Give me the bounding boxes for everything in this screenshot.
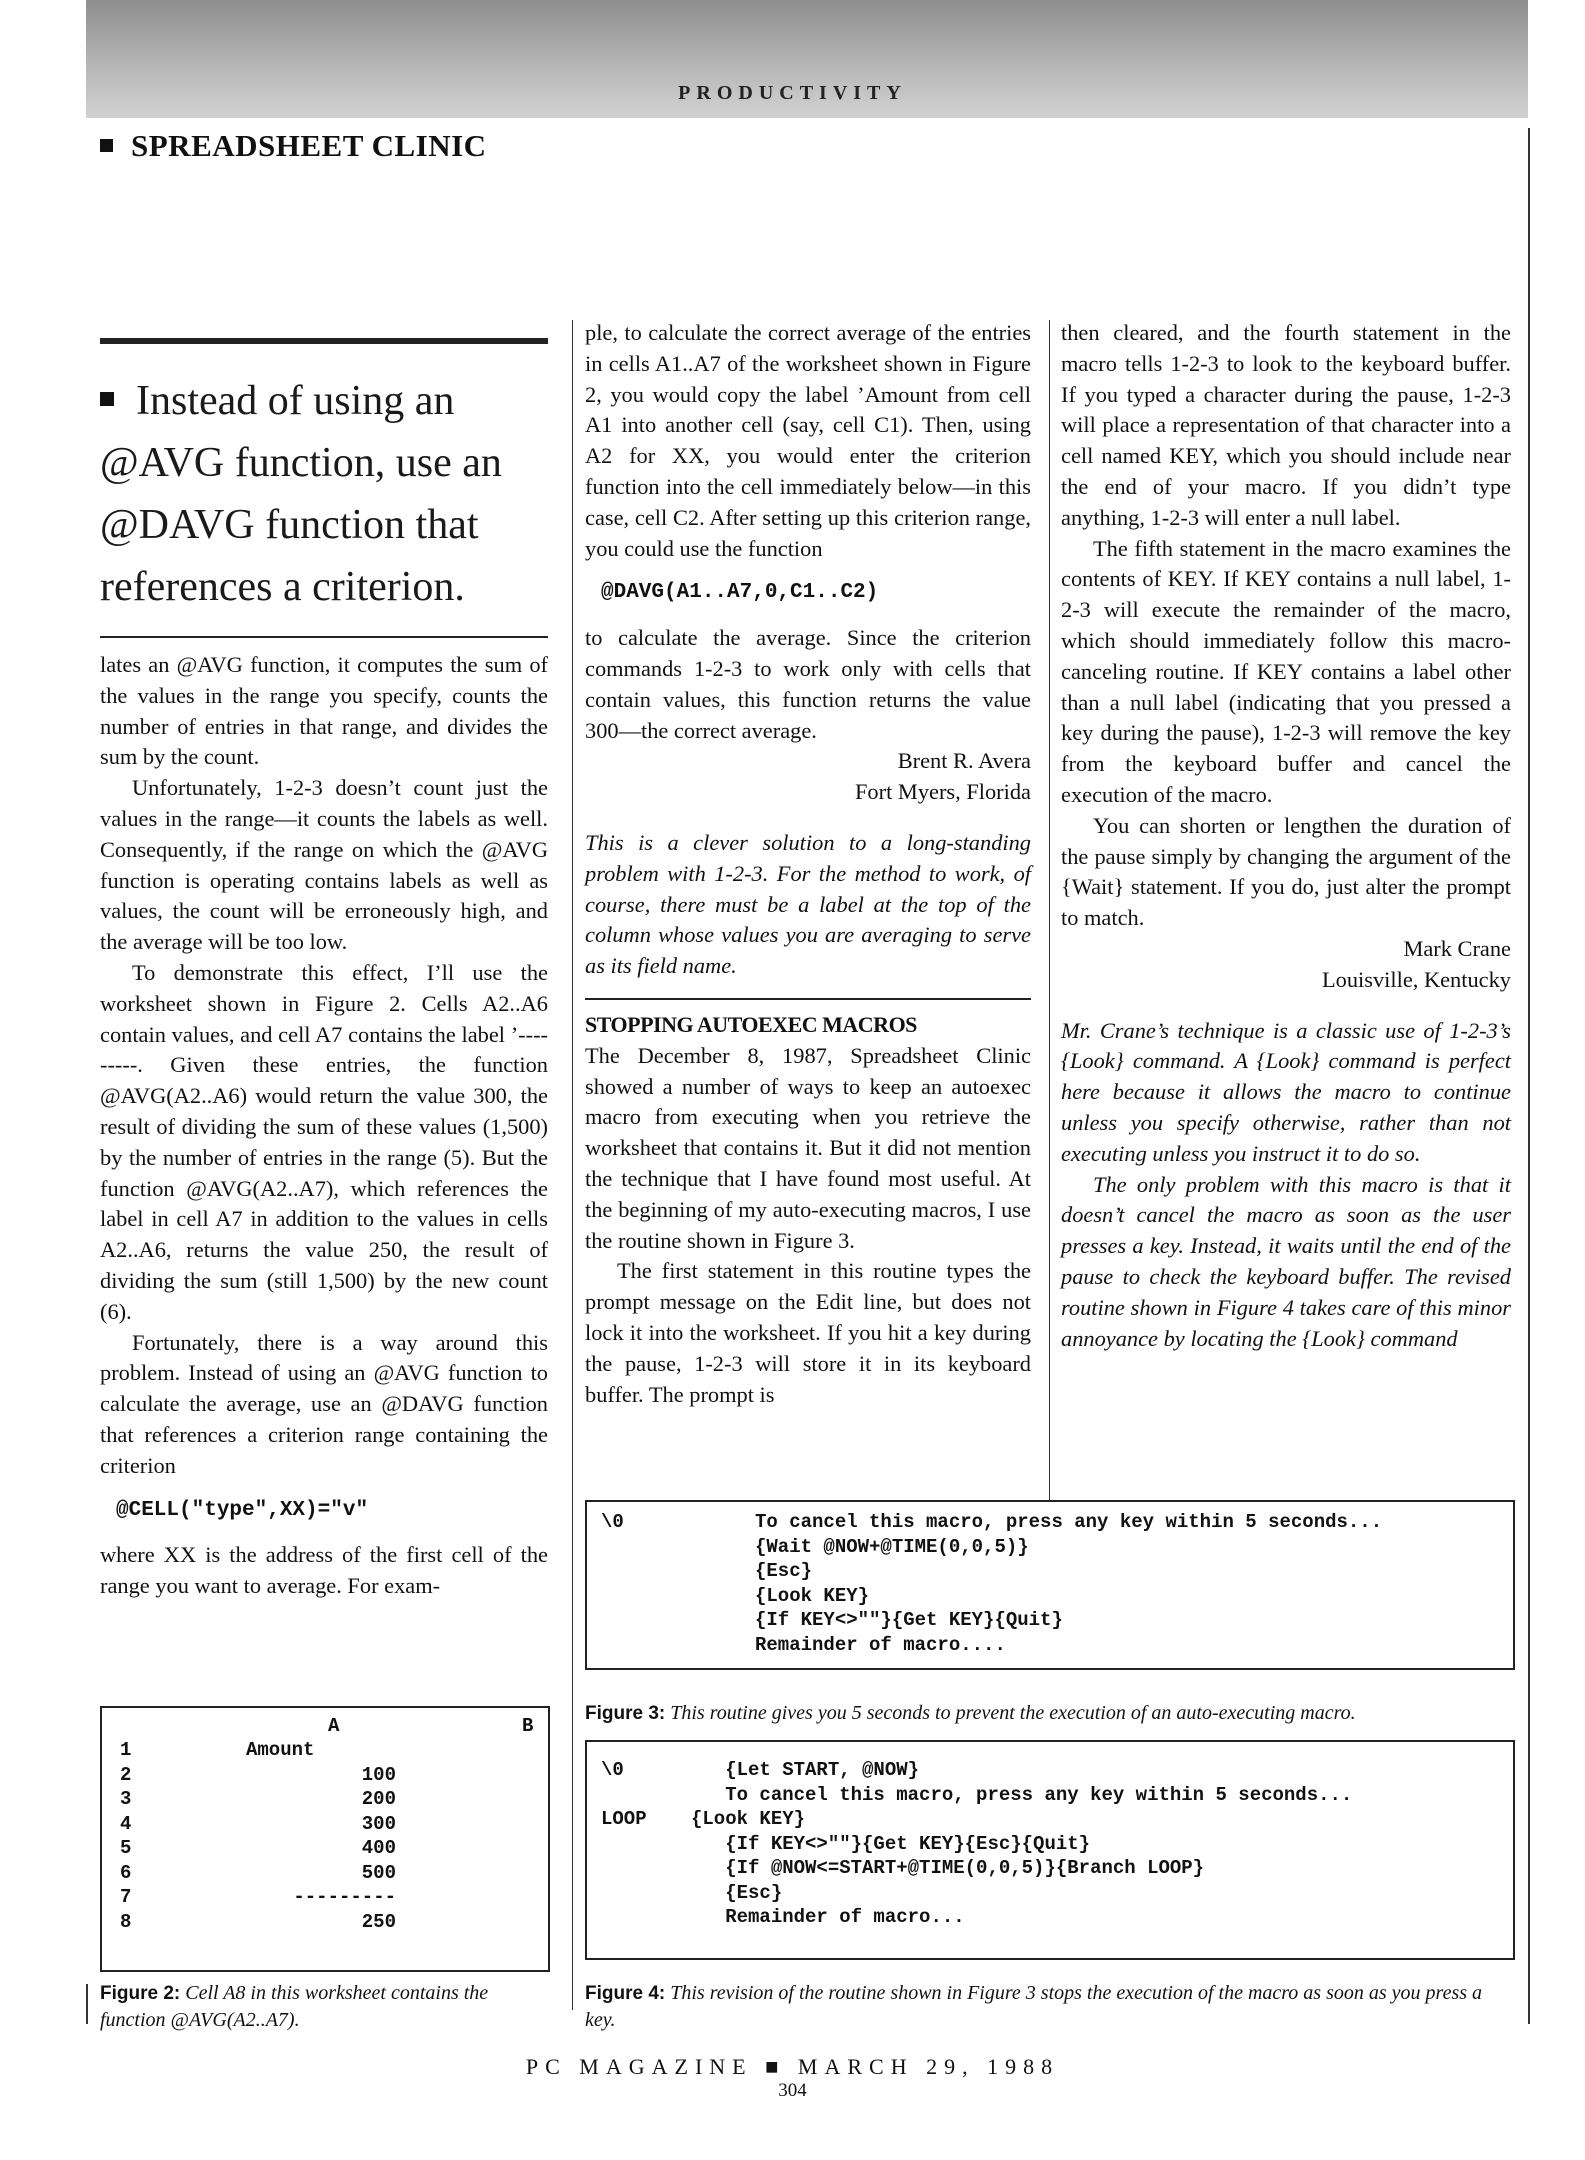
macro-line xyxy=(601,1832,1352,1857)
row-number: 1 xyxy=(120,1739,132,1761)
code-formula: @DAVG(A1..A7,0,C1..C2) xyxy=(601,581,879,605)
cell-value: 400 xyxy=(361,1837,396,1859)
row-number: 8 xyxy=(120,1910,132,1933)
column-header-a: A xyxy=(328,1715,340,1737)
pull-quote-bottom-rule xyxy=(100,636,548,638)
macro-code: {Look KEY} xyxy=(691,1808,806,1830)
figure-4-caption: Figure 4: This revision of the routine shown in Figure 3 stops the execution of the macro as soon as you press a key. xyxy=(585,1982,1483,2031)
right-page-rule xyxy=(1528,128,1530,2024)
macro-line xyxy=(601,1881,1352,1906)
macro-code: {If @NOW<=START+@TIME(0,0,5)}{Branch LOOP} xyxy=(691,1857,1205,1879)
macro-code: {If KEY<>""}{Get KEY}{Esc}{Quit} xyxy=(691,1832,1091,1855)
signature-name: Brent R. Avera xyxy=(897,748,1031,774)
paragraph: where XX is the address of the first cell of the range you want to average. For exam- xyxy=(100,1542,548,1599)
column-3 xyxy=(1061,318,1511,1354)
column-2 xyxy=(585,318,1031,1410)
editor-note: Mr. Crane’s technique is a classic use of 1-2-3’s {Look} command. A {Look} command is perfect here because it allows the macro to continue unless you specify otherwise, rather than not executing unless you instruct it to do so. xyxy=(1061,1017,1511,1166)
row-number: 2 xyxy=(120,1763,132,1786)
macro-label: LOOP xyxy=(601,1808,647,1830)
worksheet-row xyxy=(120,1763,520,1788)
macro-line: To cancel this macro, press any key within 5 seconds... xyxy=(755,1511,1383,1533)
row-number: 4 xyxy=(120,1812,132,1835)
figure-3-caption: Figure 3: This routine gives you 5 seconds to prevent the execution of an auto-executing macro. xyxy=(585,1702,1356,1724)
editor-note: This is a clever solution to a long-standing problem with 1-2-3. For the method to work, of course, there must be a label at the top of the column whose values you are averaging to serve as its field name. xyxy=(585,829,1031,979)
paragraph: lates an @AVG function, it computes the sum of the values in the range you specify, counts the number of entries in that range, and divides the sum by the count. xyxy=(100,652,548,770)
paragraph: The December 8, 1987, Spreadsheet Clinic showed a number of ways to keep an autoexec macro from executing when you retrieve the worksheet that contains it. But it did not mention the technique that I have found most useful. At the beginning of my auto-executing macros, I use the routine shown in Figure 3. xyxy=(585,1042,1031,1253)
paragraph: ple, to calculate the correct average of the entries in cells A1..A7 of the worksheet shown in Figure 2, you would copy the label ’Amount from cell A1 into another cell (say, cell C1). Then, using A2 for XX, you would enter the criterion function into the cell immediately below—in this case, cell C2. After setting up this criterion range, you could use the function xyxy=(585,320,1031,561)
subheading: STOPPING AUTOEXEC MACROS xyxy=(585,1011,917,1037)
row-number: 6 xyxy=(120,1861,132,1884)
macro-code: To cancel this macro, press any key within 5 seconds... xyxy=(691,1783,1353,1806)
worksheet-row xyxy=(120,1787,520,1812)
macro-code: Remainder of macro... xyxy=(691,1906,965,1928)
signature-place: Fort Myers, Florida xyxy=(854,779,1031,805)
macro-line: Remainder of macro.... xyxy=(755,1633,1006,1656)
macro-line xyxy=(601,1807,1352,1832)
cell-value: 500 xyxy=(361,1861,396,1884)
macro-code: {Let START, @NOW} xyxy=(691,1759,920,1781)
column-header-b: B xyxy=(522,1715,534,1737)
signature-name: Mark Crane xyxy=(1403,935,1511,961)
paragraph: The first statement in this routine types the prompt message on the Edit line, but does not lock it into the worksheet. If you hit a key during the pause, 1-2-3 will store it in its keyboard buffer. The prompt is xyxy=(585,1258,1031,1407)
figure-3-macro xyxy=(585,1500,1515,1670)
cell-value: 200 xyxy=(361,1788,396,1810)
cell-value: Amount xyxy=(246,1739,315,1761)
macro-line xyxy=(601,1758,1352,1783)
figure-4-macro xyxy=(585,1740,1515,1960)
figure-2-worksheet xyxy=(100,1706,550,1972)
page-number: 304 xyxy=(778,2080,807,2101)
worksheet-row xyxy=(120,1885,520,1910)
macro-line xyxy=(601,1905,1352,1930)
signature-place: Louisville, Kentucky xyxy=(1321,966,1511,992)
macro-line xyxy=(601,1783,1352,1808)
worksheet-row xyxy=(120,1910,520,1935)
macro-line xyxy=(601,1856,1352,1881)
cell-value: 250 xyxy=(361,1910,396,1933)
cell-value: 300 xyxy=(361,1812,396,1835)
pull-quote: Instead of using an @AVG function, use an @DAVG function that references a criterion. xyxy=(100,378,502,610)
left-page-rule xyxy=(86,1984,88,2024)
code-formula: @CELL("type",XX)="v" xyxy=(116,1498,369,1522)
paragraph: The fifth statement in the macro examines the contents of KEY. If KEY contains a null label, 1-2-3 will execute the remainder of the macro, which should immediately follow this macro-canceling routine. If KEY contains a label other than a null label (indicating that you pressed a key during the pause), 1-2-3 will remove the key from the keyboard buffer and cancel the execution of the macro. xyxy=(1061,535,1511,807)
column-title: SPREADSHEET CLINIC xyxy=(100,128,487,164)
macro-line: {Esc} xyxy=(755,1560,813,1582)
macro-code: {Esc} xyxy=(691,1881,783,1904)
paragraph: to calculate the average. Since the criterion commands 1-2-3 to work only with cells that contain values, this function returns the value 300—the correct average. xyxy=(585,625,1031,743)
bullet-square-icon xyxy=(100,139,113,152)
worksheet-rows xyxy=(120,1738,520,1934)
column-divider-2 xyxy=(1049,320,1050,1515)
figure-2-caption: Figure 2: Cell A8 in this worksheet contains the function @AVG(A2..A7). xyxy=(100,1982,489,2031)
worksheet-row xyxy=(120,1861,520,1886)
paragraph: Unfortunately, 1-2-3 doesn’t count just the values in the range—it counts the labels as well. Consequently, if the range on which the @AVG function is operating contains labels as well as values, the count will be erroneously high, and the average will be too low. xyxy=(100,775,548,955)
cell-value: --------- xyxy=(293,1886,396,1908)
paragraph: To demonstrate this effect, I’ll use the worksheet shown in Figure 2. Cells A2..A6 contain values, and cell A7 contains the label ’---------. Given these entries, the function @AVG(A2..A6) would return the value 300, the result of dividing the sum of these values (1,500) by the number of entries in the range (5). But the function @AVG(A2..A7), which references the label in cell A7 in addition to the values in cells A2..A6, returns the value 250, the result of dividing the sum (still 1,500) by the new count (6). xyxy=(100,959,548,1324)
macro-line: {Look KEY} xyxy=(755,1584,870,1607)
row-number: 7 xyxy=(120,1886,132,1908)
section-tag: PRODUCTIVITY xyxy=(678,82,907,104)
column-1 xyxy=(100,650,548,1602)
macro-label: \0 xyxy=(601,1759,624,1781)
pull-quote-top-rule xyxy=(100,338,548,344)
editor-note: The only problem with this macro is that it doesn’t cancel the macro as soon as the user presses a key. Instead, it waits until the end of the pause to check the keyboard buffer. The revised routine shown in Figure 4 takes care of this minor annoyance by locating the {Look} command xyxy=(1061,1171,1511,1351)
cell-value: 100 xyxy=(361,1763,396,1786)
worksheet-row xyxy=(120,1812,520,1837)
row-number: 5 xyxy=(120,1837,132,1859)
bullet-square-icon xyxy=(100,392,114,406)
footer-publication: PC MAGAZINE ■ MARCH 29, 1988 xyxy=(525,2054,1060,2079)
worksheet-row xyxy=(120,1836,520,1861)
paragraph: Fortunately, there is a way around this problem. Instead of using an @AVG function to calculate the average, use an @DAVG function that references a criterion range containing the criterion xyxy=(100,1329,548,1478)
column-divider-1 xyxy=(572,320,573,2010)
paragraph: You can shorten or lengthen the duration of the pause simply by changing the argument of the {Wait} statement. If you do, just alter the prompt to match. xyxy=(1061,812,1511,931)
section-rule xyxy=(585,998,1031,1000)
macro-lines xyxy=(755,1510,1382,1657)
macro-name: \0 xyxy=(601,1511,624,1533)
macro-line: {Wait @NOW+@TIME(0,0,5)} xyxy=(755,1535,1029,1558)
macro-line: {If KEY<>""}{Get KEY}{Quit} xyxy=(755,1609,1063,1631)
worksheet-row xyxy=(120,1738,520,1763)
row-number: 3 xyxy=(120,1788,132,1810)
macro-lines xyxy=(601,1758,1352,1930)
paragraph: then cleared, and the fourth statement in the macro tells 1-2-3 to look to the keyboard buffer. If you typed a character during the pause, 1-2-3 will place a representation of that character into a cell named KEY, which you should include near the end of your macro. If you didn’t type anything, 1-2-3 will enter a null label. xyxy=(1061,320,1511,530)
